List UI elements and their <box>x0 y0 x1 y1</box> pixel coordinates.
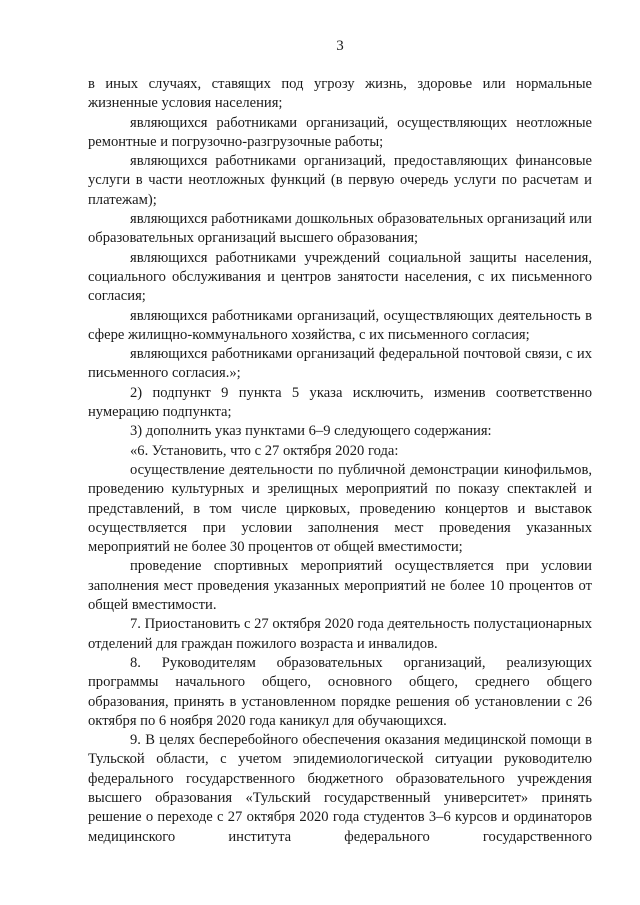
paragraph: являющихся работниками организаций, осуществляющих деятельность в сфере жилищно-коммунального хозяйства, с их письменного согласия; <box>88 307 592 343</box>
paragraph: «6. Установить, что с 27 октября 2020 года: <box>130 442 399 459</box>
paragraph: являющихся работниками организаций федеральной почтовой связи, с их письменного согласия.»; <box>88 346 592 382</box>
paragraph: 3) дополнить указ пунктами 6–9 следующего содержания: <box>130 423 492 440</box>
document-body <box>88 75 592 847</box>
paragraph: 2) подпункт 9 пункта 5 указа исключить, изменив соответственно нумерацию подпункта; <box>88 384 592 421</box>
page-number: 3 <box>336 38 344 54</box>
paragraph: проведение спортивных мероприятий осуществляется при условии заполнения мест проведения указанных мероприятий не более 10 процентов от общей вместимости. <box>88 558 592 614</box>
paragraph: являющихся работниками учреждений социальной защиты населения, социального обслуживания и центров занятости населения, с их письменного согласия; <box>88 249 592 305</box>
paragraph: 8. Руководителям образовательных организаций, реализующих программы начального общего, основного общего, среднего общего образования, принять в установленном порядке решения об установлении с 26 октября по 6 ноября 2020 года каникул для обучающихся. <box>88 654 592 729</box>
paragraph: являющихся работниками организаций, осуществляющих неотложные ремонтные и погрузочно-разгрузочные работы; <box>88 114 592 150</box>
paragraph: осуществление деятельности по публичной демонстрации кинофильмов, проведению культурных и зрелищных мероприятий по показу спектаклей и представлений, в том числе цирковых, проведению концертов и выставок осуществляется при условии заполнения мест проведения указанных мероприятий не более 30 процентов от общей вместимости; <box>88 461 592 556</box>
paragraph: в иных случаях, ставящих под угрозу жизнь, здоровье или нормальные жизненные условия населения; <box>88 76 592 112</box>
paragraph: 9. В целях бесперебойного обеспечения оказания медицинской помощи в Тульской области, с учетом эпидемиологической ситуации руководителю федерального государственного бюджетного образовательного учреждения высшего образования «Тульский государственный университет» принять решение о переходе с 27 октября 2020 года студентов 3–6 курсов и ординаторов медицинского института федерального государственного <box>88 732 592 845</box>
paragraph: 7. Приостановить с 27 октября 2020 года деятельность полустационарных отделений для граждан пожилого возраста и инвалидов. <box>88 616 592 652</box>
paragraph: являющихся работниками дошкольных образовательных организаций или образовательных организаций высшего образования; <box>88 211 592 247</box>
paragraph: являющихся работниками организаций, предоставляющих финансовые услуги в части неотложных функций (в первую очередь услуги по расчетам и платежам); <box>88 153 592 208</box>
